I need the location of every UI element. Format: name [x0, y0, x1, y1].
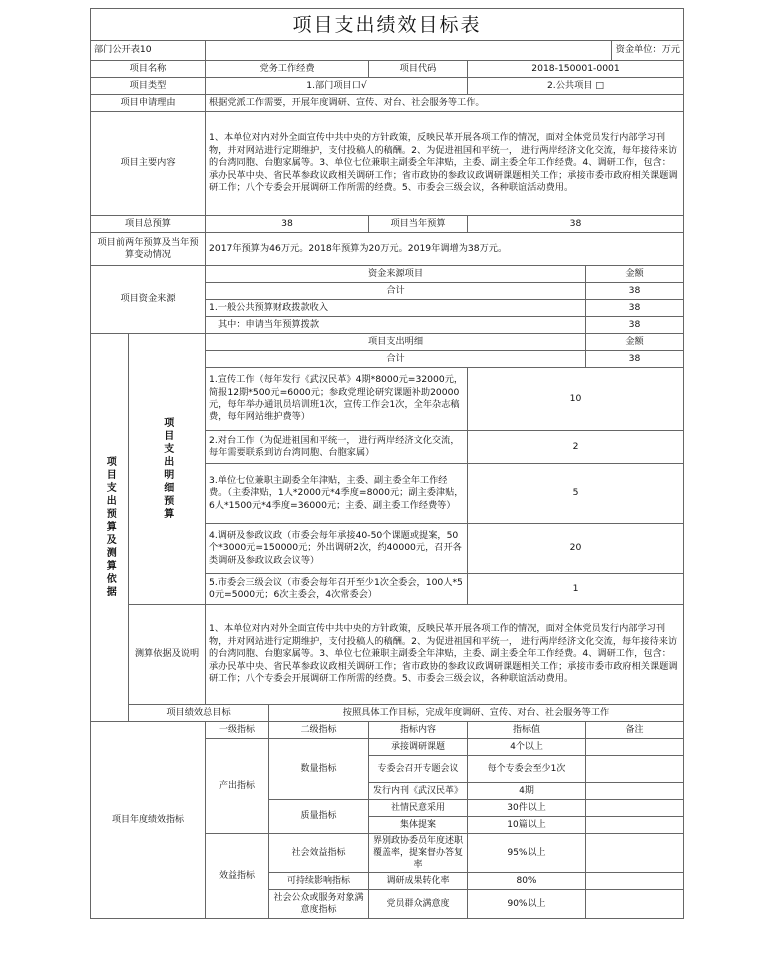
expense-total-label: 合计 — [206, 351, 586, 368]
quality-label: 质量指标 — [269, 800, 369, 834]
indicator-value: 30件以上 — [468, 800, 586, 817]
indicator-content: 党员群众满意度 — [369, 890, 468, 919]
indicator-header: 一级指标 — [206, 722, 269, 739]
basis-label: 测算依据及说明 — [129, 605, 206, 705]
indicator-value: 95%以上 — [468, 834, 586, 873]
content-label: 项目主要内容 — [91, 112, 206, 216]
output-label: 产出指标 — [206, 739, 269, 834]
indicator-value: 10篇以上 — [468, 817, 586, 834]
indicator-value: 90%以上 — [468, 890, 586, 919]
expense-detail-label: 项目支出明细预算 — [129, 334, 206, 605]
quantity-label: 数量指标 — [269, 739, 369, 800]
project-name-label: 项目名称 — [91, 61, 206, 78]
expense-amount: 5 — [468, 464, 684, 524]
page-title: 项目支出绩效目标表 — [90, 8, 684, 41]
indicator-header: 二级指标 — [269, 722, 369, 739]
expense-item: 5.市委会三级会议（市委会每年召开至少1次全委会，100人*50元=5000元；6次主委会，4次常委会） — [206, 574, 468, 605]
expense-item: 1.宣传工作（每年发行《武汉民革》4期*8000元=32000元，简报12期*500元=6000元；参政党理论研究课题补助20000元，每年举办通讯员培训班1次，宣传工作会1次，全年杂志稿费，每年网站维护费等） — [206, 368, 468, 431]
type-public-checkbox: 2.公共项目 □ — [468, 78, 684, 95]
benefit-sub-label: 社会效益指标 — [269, 834, 369, 873]
budget-current-label: 项目当年预算 — [369, 216, 468, 233]
project-type-label: 项目类型 — [91, 78, 206, 95]
expense-total: 38 — [586, 351, 684, 368]
expense-item: 4.调研及参政议政（市委会每年承接40-50个课题或提案，50个*3000元=150000元；外出调研2次，约40000元，召开各类调研及参政议政会议等） — [206, 524, 468, 574]
indicators-label: 项目年度绩效指标 — [91, 722, 206, 919]
benefit-sub-label: 社会公众或服务对象满意度指标 — [269, 890, 369, 919]
expense-amount: 2 — [468, 431, 684, 464]
funding-row-item: 合计 — [206, 283, 586, 300]
project-code-label: 项目代码 — [369, 61, 468, 78]
change-label: 项目前两年预算及当年预算变动情况 — [91, 233, 206, 266]
expense-amount: 20 — [468, 524, 684, 574]
budget-current: 38 — [468, 216, 684, 233]
change-text: 2017年预算为46万元。2018年预算为20万元。2019年调增为38万元。 — [206, 233, 684, 266]
project-name: 党务工作经费 — [206, 61, 369, 78]
indicator-content: 专委会召开专题会议 — [369, 756, 468, 783]
expense-col-item: 项目支出明细 — [206, 334, 586, 351]
indicator-content: 社情民意采用 — [369, 800, 468, 817]
funding-row-item: 1.一般公共预算财政拨款收入 — [206, 300, 586, 317]
form-number: 部门公开表10 — [91, 41, 206, 61]
expense-amount: 10 — [468, 368, 684, 431]
expense-col-amount: 金额 — [586, 334, 684, 351]
indicator-value: 每个专委会至少1次 — [468, 756, 586, 783]
currency-unit: 资金单位：万元 — [612, 41, 684, 61]
performance-table — [90, 40, 684, 919]
budget-total-label: 项目总预算 — [91, 216, 206, 233]
indicator-content: 调研成果转化率 — [369, 873, 468, 890]
expense-item: 2.对台工作（为促进祖国和平统一， 进行两岸经济文化交流，每年需要联系到访台湾同胞、台胞家属） — [206, 431, 468, 464]
funding-label: 项目资金来源 — [91, 266, 206, 334]
indicator-value: 4个以上 — [468, 739, 586, 756]
goal-text: 按照具体工作目标，完成年度调研、宣传、对台、社会服务等工作 — [269, 705, 684, 722]
benefit-sub-label: 可持续影响指标 — [269, 873, 369, 890]
expense-item: 3.单位七位兼职主副委全年津贴，主委、副主委全年工作经费。（主委津贴，1人*2000元*4季度=8000元；副主委津贴，6人*1500元*4季度=36000元；主委、副主委工作经费等） — [206, 464, 468, 524]
funding-row-amount: 38 — [586, 317, 684, 334]
funding-col-item: 资金来源项目 — [206, 266, 586, 283]
funding-row-amount: 38 — [586, 300, 684, 317]
funding-row-amount: 38 — [586, 283, 684, 300]
project-code: 2018-150001-0001 — [468, 61, 684, 78]
indicator-header: 备注 — [586, 722, 684, 739]
indicator-content: 集体提案 — [369, 817, 468, 834]
indicator-value: 4期 — [468, 783, 586, 800]
goal-label: 项目绩效总目标 — [129, 705, 269, 722]
funding-col-amount: 金额 — [586, 266, 684, 283]
content-text: 1、本单位对内对外全面宣传中共中央的方针政策，反映民革开展各项工作的情况，面对全体党员发行内部学习刊物，并对网站进行定期维护，支付投稿人的稿酬。2、为促进祖国和平统一， 进行两岸经济文化交流，每年接待来访的台湾同胞、台胞家属等。3、单位七位兼职主副委全年津贴，主委、副主委全年工作经费。4、调研工作，包含：承办民革中央、省民革参政议政相关调研工作；省市政协的参政议政调研课题相关工作；承接市委市政府相关课题调研工作；八个专委会开展调研工作所需的经费。5、市委会三级会议，各种联谊活动费用。 — [206, 112, 684, 216]
basis-text: 1、本单位对内对外全面宣传中共中央的方针政策，反映民革开展各项工作的情况，面对全体党员发行内部学习刊物，并对网站进行定期维护，支付投稿人的稿酬。2、为促进祖国和平统一， 进行两岸经济文化交流，每年接待来访的台湾同胞、台胞家属等。3、单位七位兼职主副委全年津贴，主委、副主委全年工作经费。4、调研工作，包含：承办民革中央、省民革参政议政相关调研工作；省市政协的参政议政调研课题相关工作；承接市委市政府相关课题调研工作；八个专委会开展调研工作所需的经费。5、市委会三级会议，各种联谊活动费用。 — [206, 605, 684, 705]
reason-text: 根据党派工作需要，开展年度调研、宣传、对台、社会服务等工作。 — [206, 95, 684, 112]
type-department-checkbox: 1.部门项目口√ — [206, 78, 468, 95]
benefit-label: 效益指标 — [206, 834, 269, 919]
indicator-header: 指标值 — [468, 722, 586, 739]
indicator-value: 80% — [468, 873, 586, 890]
budget-total: 38 — [206, 216, 369, 233]
indicator-content: 承接调研课题 — [369, 739, 468, 756]
indicator-content: 界别政协委员年度述职覆盖率，提案督办答复率 — [369, 834, 468, 873]
expense-outer-label: 项目支出预算及测算依据 — [91, 334, 129, 722]
reason-label: 项目申请理由 — [91, 95, 206, 112]
indicator-content: 发行内刊《武汉民革》 — [369, 783, 468, 800]
indicator-header: 指标内容 — [369, 722, 468, 739]
funding-row-item: 其中：申请当年预算拨款 — [206, 317, 586, 334]
expense-amount: 1 — [468, 574, 684, 605]
